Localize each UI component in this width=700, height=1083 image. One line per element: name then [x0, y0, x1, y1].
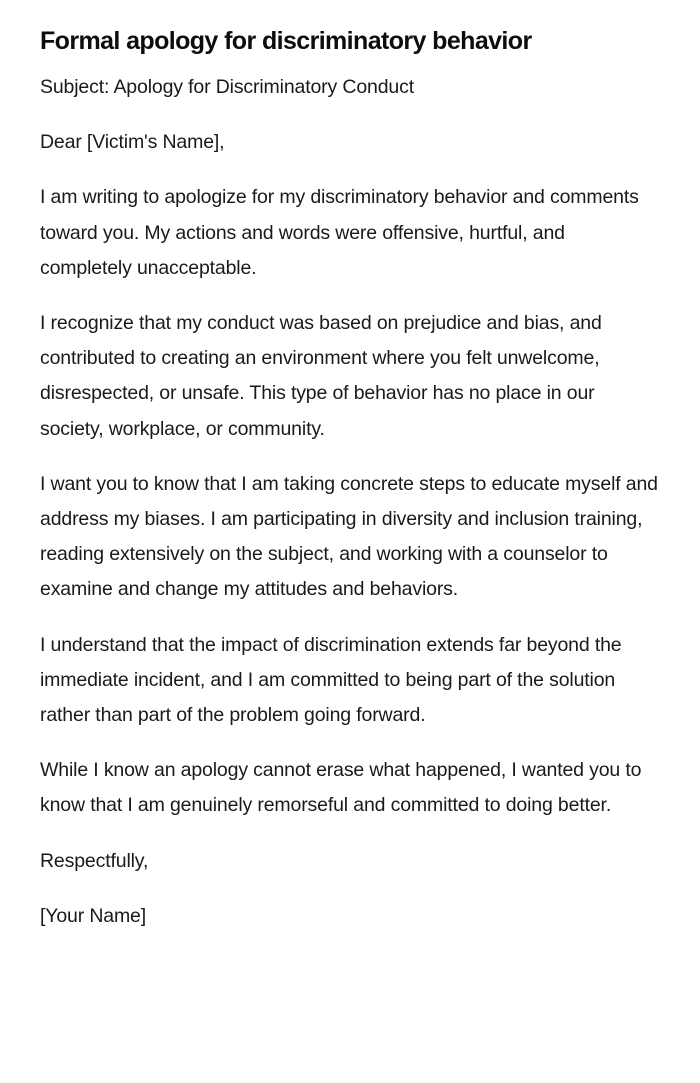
body-paragraph: I want you to know that I am taking concrete steps to educate myself and address my biases. I am participating in diversity and inclusion training, reading extensively on the subject, and working with a counselor to examine and change my attitudes and behaviors. — [40, 472, 658, 601]
subject-line: Subject: Apology for Discriminatory Conduct — [40, 76, 414, 98]
closing: Respectfully, — [40, 849, 149, 872]
body-paragraph: While I know an apology cannot erase what happened, I wanted you to know that I am genuinely remorseful and committed to doing better. — [40, 759, 642, 817]
salutation: Dear [Victim's Name], — [40, 131, 225, 154]
body-paragraph: I am writing to apologize for my discriminatory behavior and comments toward you. My actions and words were offensive, hurtful, and completely unacceptable. — [40, 186, 639, 279]
body-paragraph: I understand that the impact of discrimination extends far beyond the immediate incident, and I am committed to being part of the solution rather than part of the problem going forward. — [40, 633, 622, 727]
body-paragraph: I recognize that my conduct was based on prejudice and bias, and contributed to creating an environment where you felt unwelcome, disrespected, or unsafe. This type of behavior has no place in our society, workplace, or community. — [40, 312, 602, 440]
document-title: Formal apology for discriminatory behavior — [40, 27, 532, 55]
signature: [Your Name] — [40, 904, 147, 927]
